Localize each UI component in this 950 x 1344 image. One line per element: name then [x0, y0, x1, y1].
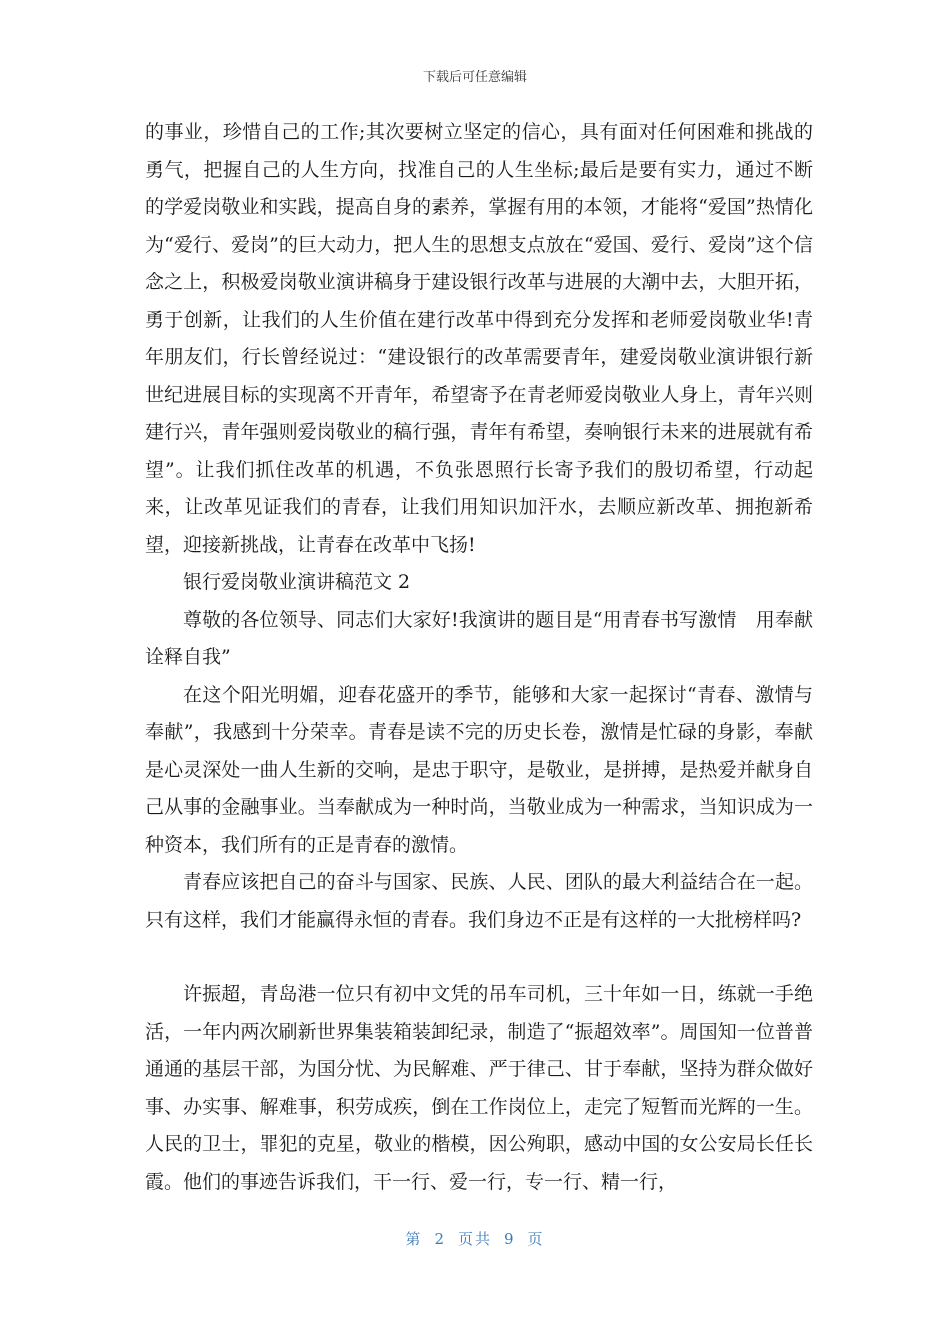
page-label: 第: [405, 1230, 423, 1248]
paragraph-greeting: 尊敬的各位领导、同志们大家好!我演讲的题目是“用青春书写激情 用奉献诠释自我”: [145, 608, 813, 668]
page-header: 下载后可任意编辑: [422, 70, 527, 85]
section-heading: 银行爱岗敬业演讲稿范文 2: [183, 571, 411, 593]
document-body: [145, 114, 813, 1201]
total-pages: 9: [504, 1230, 516, 1248]
total-label: 页共: [457, 1230, 492, 1248]
paragraph-examples: 许振超，青岛港一位只有初中文凭的吊车司机，三十年如一日，练就一手绝活，一年内两次刷新世界集装箱装卸纪录，制造了“振超效率”。周国知一位普普通通的基层干部，为国分忧、为民解难、严于律己、甘于奉献，坚持为群众做好事、办实事、解难事，积劳成疾，倒在工作岗位上，走完了短暂而光辉的一生。人民的卫士，罪犯的克星，敬业的楷模，因公殉职，感动中国的女公安局长任长霞。他们的事迹告诉我们，干一行、爱一行，专一行、精一行，: [145, 983, 813, 1193]
paragraph-continuation: 的事业，珍惜自己的工作;其次要树立坚定的信心，具有面对任何困难和挑战的勇气，把握自己的人生方向，找准自己的人生坐标;最后是要有实力，通过不断的学爱岗敬业和实践，提高自身的素养，掌握有用的本领，才能将“爱国”热情化为“爱行、爱岗”的巨大动力，把人生的思想支点放在“爱国、爱行、爱岗”这个信念之上，积极爱岗敬业演讲稿身于建设银行改革与进展的大潮中去，大胆开拓，勇于创新，让我们的人生价值在建行改革中得到充分发挥和老师爱岗敬业华!青年朋友们，行长曾经说过：“建设银行的改革需要青年，建爱岗敬业演讲银行新世纪进展目标的实现离不开青年，希望寄予在青老师爱岗敬业人身上，青年兴则建行兴，青年强则爱岗敬业的稿行强，青年有希望，奏响银行未来的进展就有希望”。让我们抓住改革的机遇，不负张恩照行长寄予我们的殷切希望，行动起来，让改革见证我们的青春，让我们用知识加汗水，去顺应新改革、拥抱新希望，迎接新挑战，让青春在改革中飞扬!: [145, 121, 813, 556]
page-suffix: 页: [527, 1230, 545, 1248]
page-number: 2: [434, 1230, 446, 1248]
paragraph-youth: 青春应该把自己的奋斗与国家、民族、人民、团队的最大利益结合在一起。只有这样，我们才能赢得永恒的青春。我们身边不正是有这样的一大批榜样吗?: [145, 871, 813, 931]
paragraph-intro: 在这个阳光明媚，迎春花盛开的季节，能够和大家一起探讨“青春、激情与奉献”，我感到十分荣幸。青春是读不完的历史长卷，激情是忙碌的身影，奉献是心灵深处一曲人生新的交响，是忠于职守，是敬业，是拼搏，是热爱并献身自己从事的金融事业。当奉献成为一种时尚，当敬业成为一种需求，当知识成为一种资本，我们所有的正是青春的激情。: [145, 683, 813, 856]
page-footer: [0, 1228, 950, 1249]
blank-line: [145, 939, 813, 976]
